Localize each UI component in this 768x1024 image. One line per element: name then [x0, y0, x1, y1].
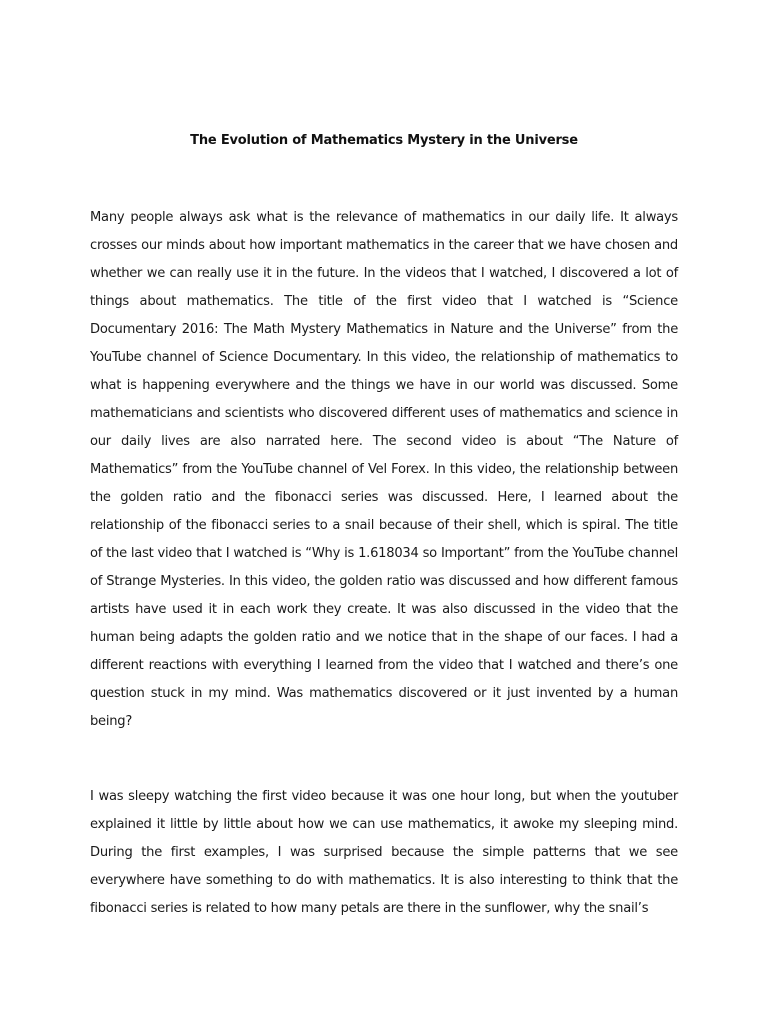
paragraph-1: Many people always ask what is the relevance of mathematics in our daily life. It always crosses our minds about how important mathematics in the career that we have chosen and whether we can really use it in the future. In the videos that I watched, I discovered a lot of things about mathematics. The title of the first video that I watched is “Science Documentary 2016: The Math Mystery Mathematics in Nature and the Universe” from the YouTube channel of Science Documentary. In this video, the relationship of mathematics to what is happening everywhere and the things we have in our world was discussed. Some mathematicians and scientists who discovered different uses of mathematics and science in our daily lives are also narrated here. The second video is about “The Nature of Mathematics” from the YouTube channel of Vel Forex. In this video, the relationship between the golden ratio and the fibonacci series was discussed. Here, I learned about the relationship of the fibonacci series to a snail because of their shell, which is spiral. The title of the last video that I watched is “Why is 1.618034 so Important” from the YouTube channel of Strange Mysteries. In this video, the golden ratio was discussed and how different famous artists have used it in each work they create. It was also discussed in the video that the human being adapts the golden ratio and we notice that in the shape of our faces. I had a different reactions with everything I learned from the video that I watched and there’s one question stuck in my mind. Was mathematics discovered or it just invented by a human being? [90, 210, 678, 729]
paragraph-2: I was sleepy watching the first video because it was one hour long, but when the youtuber explained it little by little about how we can use mathematics, it awoke my sleeping mind. During the first examples, I was surprised because the simple patterns that we see everywhere have something to do with mathematics. It is also interesting to think that the fibonacci series is related to how many petals are there in the sunflower, why the snail’s [90, 789, 678, 916]
document-title: The Evolution of Mathematics Mystery in the Universe [190, 133, 578, 148]
